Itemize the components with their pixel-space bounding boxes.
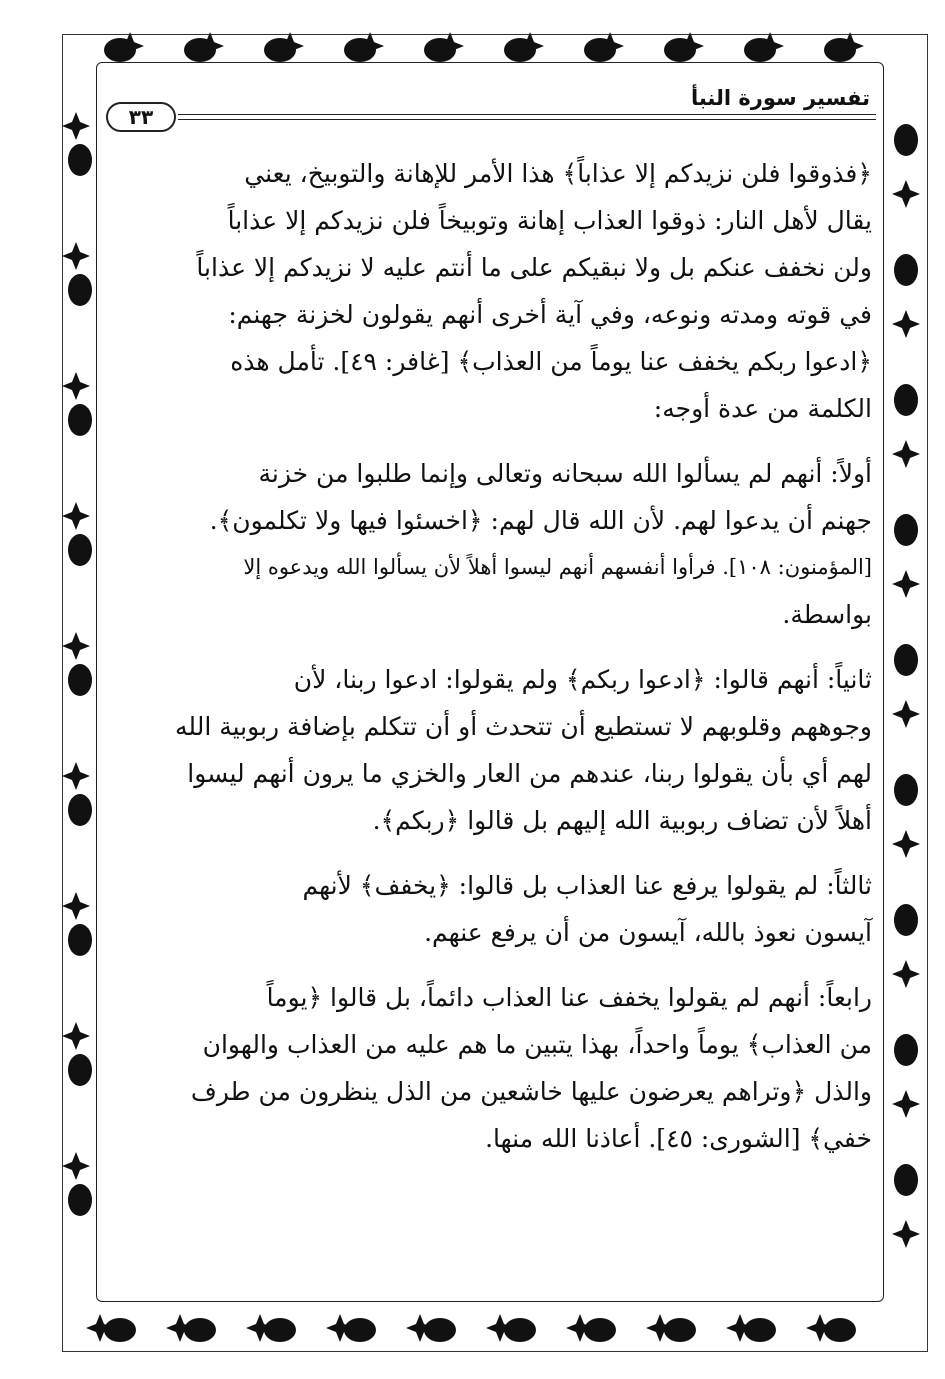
running-title: تفسير سورة النبأ <box>690 86 870 110</box>
text-line: آيسون نعوذ بالله، آيسون من أن يرفع عنهم. <box>424 918 872 947</box>
paragraph-third <box>112 862 872 956</box>
text-line: جهنم أن يدعوا لهم. لأن الله قال لهم: ﴿اخسئوا فيها ولا تكلمون﴾. <box>209 506 872 535</box>
body-text <box>112 150 872 1180</box>
paragraph-first <box>112 450 872 638</box>
text-line: أولاً: أنهم لم يسألوا الله سبحانه وتعالى وإنما طلبوا من خزنة <box>258 459 872 488</box>
text-line: وجوههم وقلوبهم لا تستطيع أن تتحدث أو أن تتكلم بإضافة ربوبية الله <box>175 712 872 741</box>
bottom-ornaments <box>86 1314 856 1342</box>
text-line: من العذاب﴾ يوماً واحداً، بهذا يتبين ما هم عليه من العذاب والهوان <box>202 1030 872 1059</box>
text-line: ثانياً: أنهم قالوا: ﴿ادعوا ربكم﴾ ولم يقولوا: ادعوا ربنا، لأن <box>293 665 872 694</box>
paragraph-fourth <box>112 974 872 1162</box>
header-rule <box>178 114 876 115</box>
text-line: أهلاً لأن تضاف ربوبية الله إليهم بل قالوا ﴿ربكم﴾. <box>372 806 872 835</box>
right-ornaments <box>892 124 920 1248</box>
top-ornaments <box>104 32 864 62</box>
header-rule <box>178 119 876 120</box>
text-line: في قوته ومدته ونوعه، وفي آية أخرى أنهم يقولون لخزنة جهنم: <box>228 300 872 329</box>
paragraph-second <box>112 656 872 844</box>
text-line: الكلمة من عدة أوجه: <box>653 394 872 423</box>
text-line: يقال لأهل النار: ذوقوا العذاب إهانة وتوبيخاً فلن نزيدكم إلا عذاباً <box>227 206 872 235</box>
text-line: ولن نخفف عنكم بل ولا نبقيكم على ما أنتم عليه لا نزيدكم إلا عذاباً <box>196 253 872 282</box>
text-line: ثالثاً: لم يقولوا يرفع عنا العذاب بل قالوا: ﴿يخفف﴾ لأنهم <box>302 871 872 900</box>
text-line: لهم أي بأن يقولوا ربنا، عندهم من العار والخزي ما يرون أنهم ليسوا <box>187 759 872 788</box>
text-line: والذل ﴿وتراهم يعرضون عليها خاشعين من الذل ينظرون من طرف <box>190 1077 872 1106</box>
text-line: ﴿ادعوا ربكم يخفف عنا يوماً من العذاب﴾ [غافر: ٤٩]. تأمل هذه <box>230 347 872 376</box>
text-line: [المؤمنون: ١٠٨]. فرأوا أنفسهم أنهم ليسوا أهلاً لأن يسألوا الله ويدعوه إلا <box>243 555 872 579</box>
page-number: ٣٣ <box>106 102 176 132</box>
text-line: بواسطة. <box>782 600 872 629</box>
text-line: رابعاً: أنهم لم يقولوا يخفف عنا العذاب دائماً، بل قالوا ﴿يوماً <box>266 983 872 1012</box>
text-line: ﴿فذوقوا فلن نزيدكم إلا عذاباً﴾ هذا الأمر للإهانة والتوبيخ، يعني <box>244 159 872 188</box>
paragraph-intro <box>112 150 872 432</box>
page-header <box>96 70 884 130</box>
text-line: خفي﴾ [الشورى: ٤٥]. أعاذنا الله منها. <box>485 1124 872 1153</box>
left-ornaments <box>62 112 92 1216</box>
